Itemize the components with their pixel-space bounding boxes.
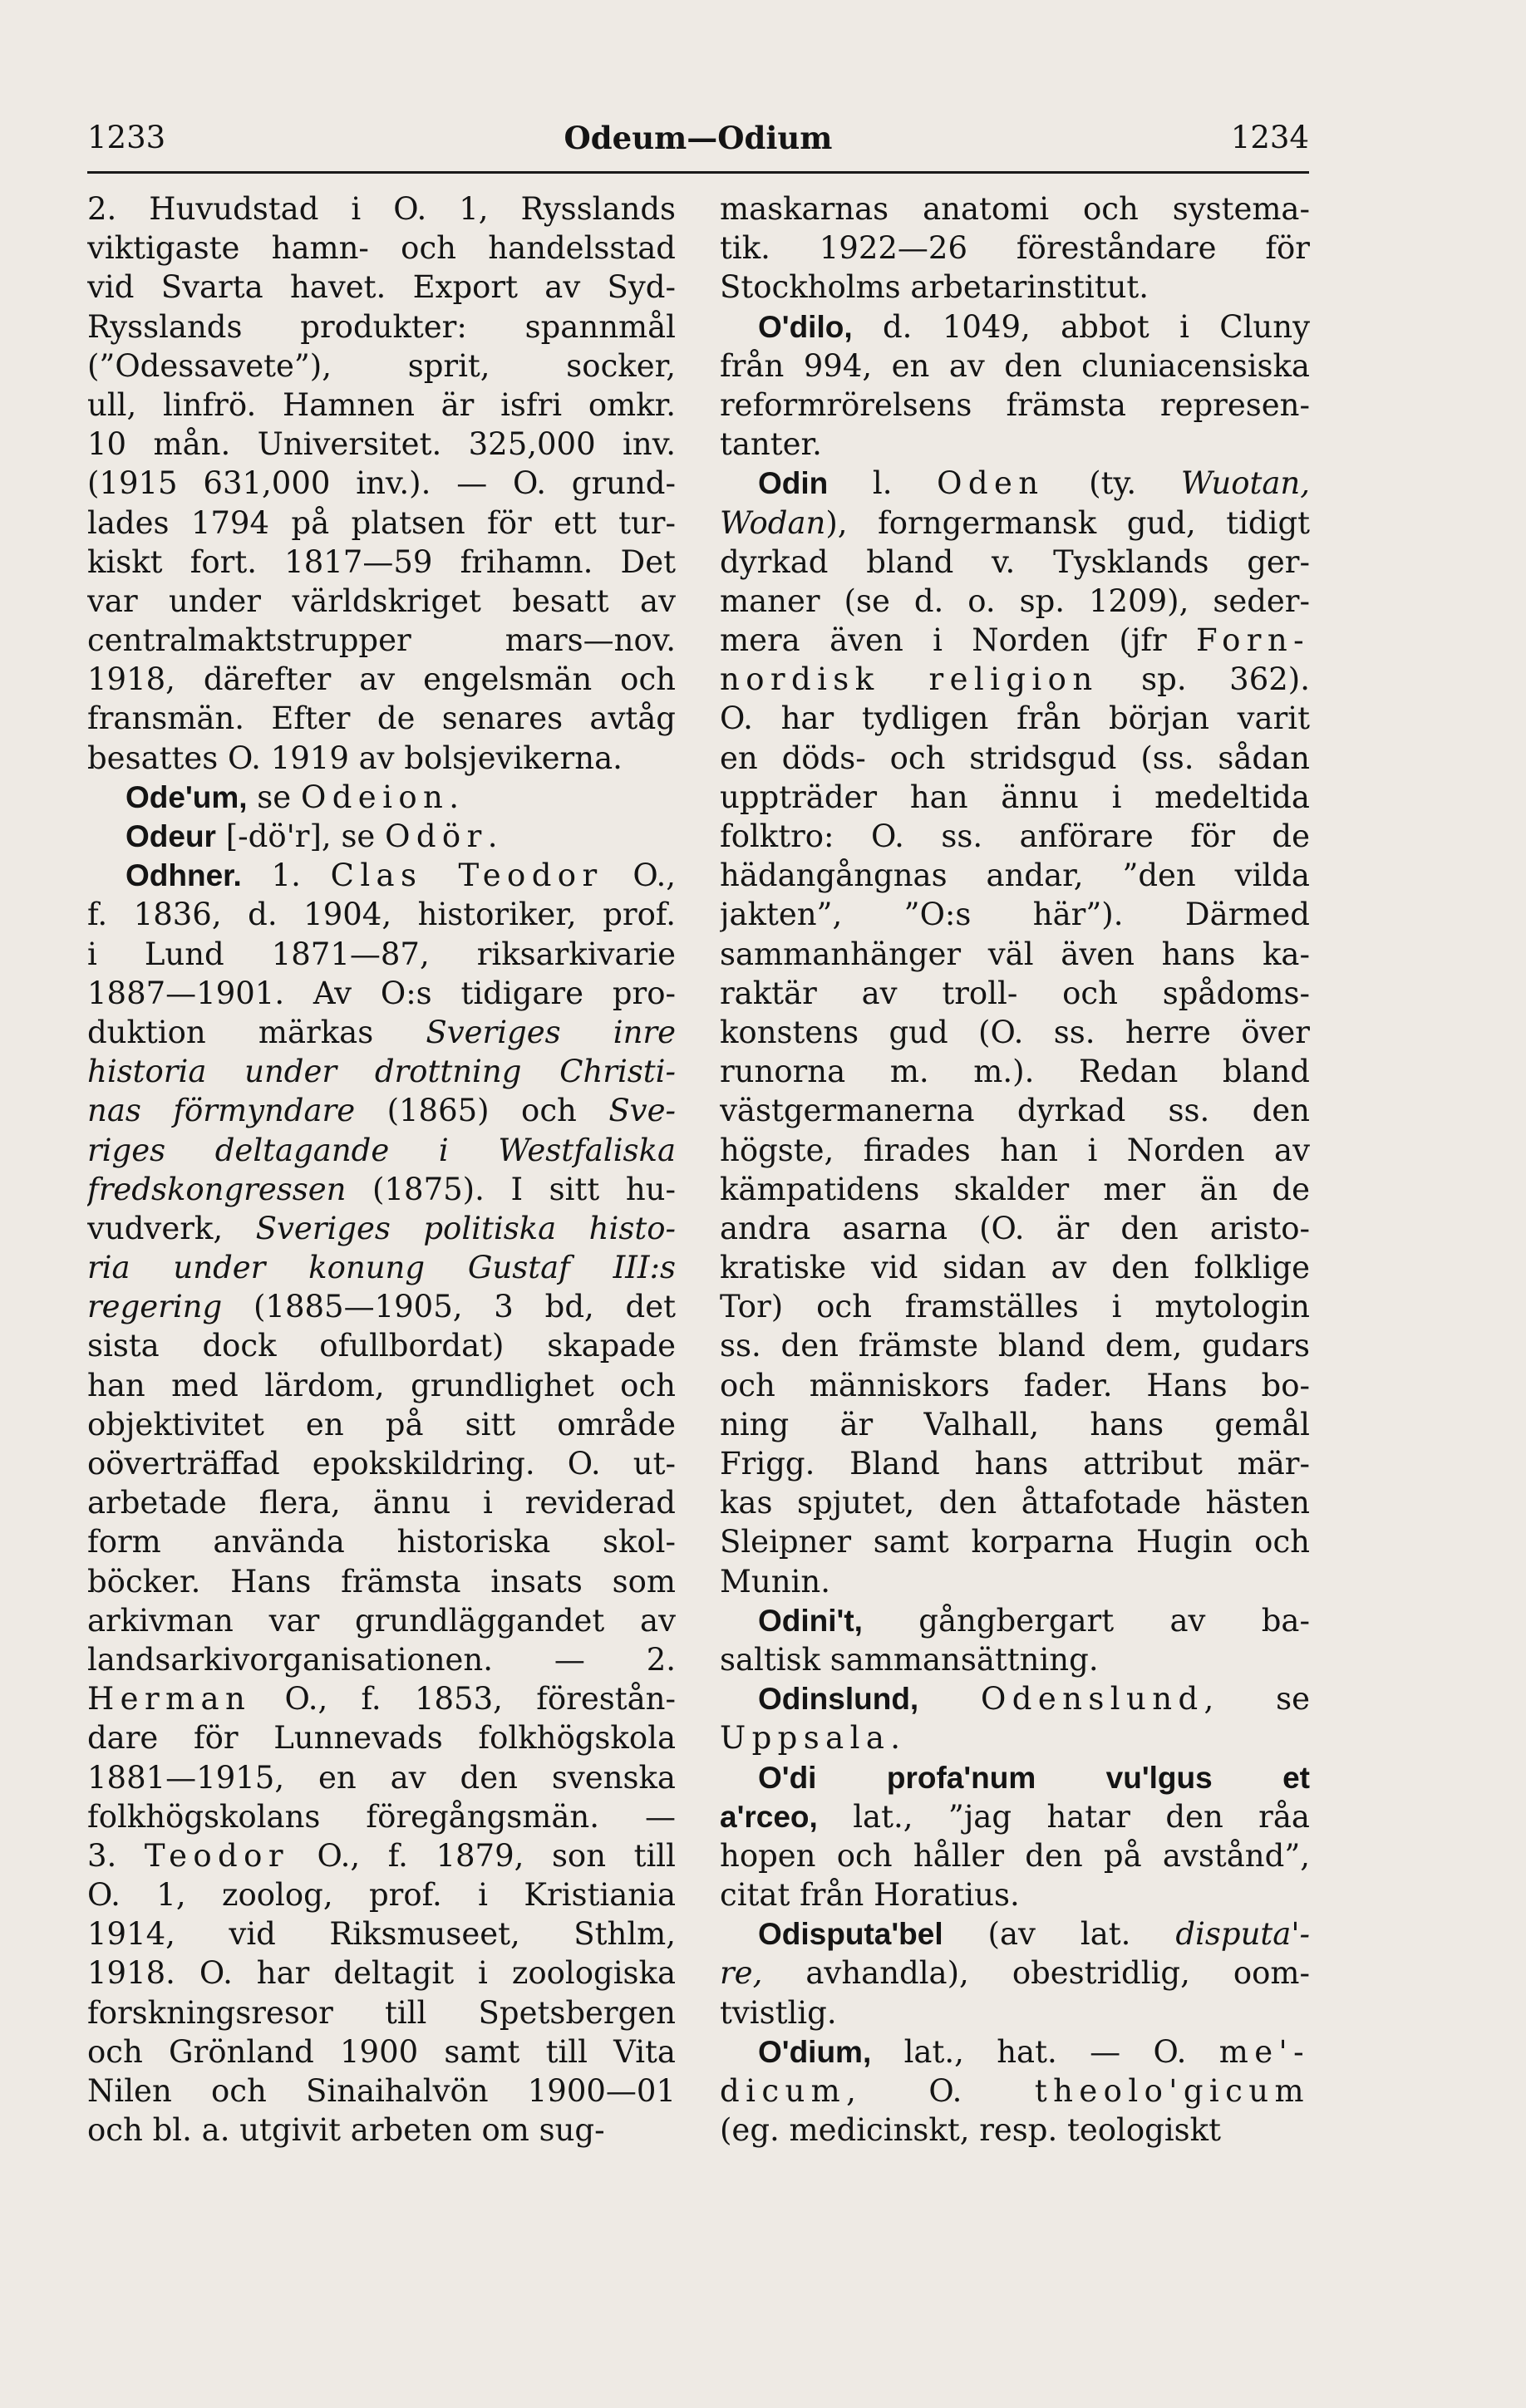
text-segment: Uppsala [720,1720,891,1757]
left-column [87,189,676,2150]
text-segment: dyrkad bland v. Tysklands ger- [720,543,1310,580]
text-line [720,935,1310,974]
text-segment: ss. den främste bland dem, gudars [720,1328,1310,1364]
text-segment: Sveriges politiska histo- [255,1210,676,1246]
text-segment: och människors fader. Hans bo- [720,1367,1310,1403]
text-line [720,346,1310,386]
text-line [720,1405,1310,1444]
text-segment: gångbergart av ba- [862,1602,1310,1639]
text-segment: Sleipner samt korparna Hugin och [720,1524,1310,1560]
text-segment: avhandla), obestridlig, oom- [762,1955,1310,1992]
text-line [87,974,676,1013]
text-segment: 2. Huvudstad i O. 1, Rysslands [87,191,676,227]
text-segment: forskningsresor till Spetsbergen [87,1994,676,2031]
text-segment: Stockholms arbetarinstitut. [720,269,1149,306]
text-line [87,1718,676,1757]
text-line [87,935,676,974]
text-line [720,974,1310,1013]
text-line [87,739,676,778]
text-segment: oöverträffad epokskildring. O. ut- [87,1446,676,1482]
text-line [720,1444,1310,1483]
text-line [720,1679,1310,1718]
text-segment: nas förmyndare [87,1093,356,1129]
text-segment: (ty. [1044,465,1181,502]
entry-headword: O'di profa'num vu'lgus et [758,1760,1310,1795]
text-segment: folkhögskolans föregångsmän. — [87,1798,676,1835]
text-line [87,1405,676,1444]
text-segment: hopen och håller den på avstånd”, [720,1837,1310,1874]
entry-headword: Odin [758,466,829,501]
text-line [87,856,676,895]
text-segment [918,1681,981,1717]
text-segment: besattes O. 1919 av bolsjevikerna. [87,740,623,776]
text-line [87,817,676,856]
text-line [720,1091,1310,1130]
text-segment: ull, linfrö. Hamnen är isfri omkr. [87,386,676,423]
text-segment: (1875). I sitt hu- [346,1171,676,1207]
text-line [720,1836,1310,1875]
text-line [720,2111,1310,2150]
text-line [87,1209,676,1248]
text-segment: mera även i Norden (jfr [720,622,1197,659]
text-line [720,1366,1310,1405]
text-segment: viktigaste hamn- och handelsstad [87,230,676,267]
text-segment: Forn- [1196,622,1310,659]
text-segment: Frigg. Bland hans attribut mär- [720,1446,1310,1482]
text-line [720,2032,1310,2071]
text-segment: ), forngermansk gud, tidigt [825,504,1310,541]
text-line [720,1052,1310,1091]
text-line [720,1640,1310,1679]
text-segment: sammanhänger väl även hans ka- [720,936,1310,972]
text-segment: fredskongressen [87,1171,347,1207]
text-line [87,307,676,346]
text-segment: i Lund 1871—87, riksarkivarie [87,936,676,972]
text-segment: uppträder han ännu i medeltida [720,779,1310,815]
text-line [87,1483,676,1522]
text-segment: lat., ”jag hatar den råa [817,1798,1310,1835]
text-segment: dare för Lunnevads folkhögskola [87,1720,676,1757]
text-segment: reformrörelsens främsta represen- [720,386,1310,423]
text-segment: han med lärdom, grundlighet och [87,1367,676,1403]
text-segment: arbetade flera, ännu i reviderad [87,1485,676,1521]
entry-headword: Odini't, [758,1603,863,1638]
text-segment: jakten”, ”O:s här”). Därmed [720,897,1310,933]
text-line [87,778,676,817]
text-segment: vid Svarta havet. Export av Syd- [87,269,676,306]
text-segment: Nilen och Sinaihalvön 1900—01 [87,2073,676,2109]
text-line [87,1287,676,1326]
text-segment: vudverk, [87,1210,256,1246]
text-line [87,1562,676,1601]
text-line [87,2071,676,2111]
text-segment: (av lat. [943,1916,1176,1953]
text-segment: O. har tydligen från början varit [720,700,1310,737]
text-segment: centralmaktstrupper mars—nov. [87,622,676,659]
text-line [720,543,1310,582]
text-line [87,1444,676,1483]
text-segment: ning är Valhall, hans gemål [720,1406,1310,1442]
text-line [720,621,1310,660]
text-line [87,504,676,543]
text-segment: O., f. 1853, förestån- [251,1681,676,1718]
text-line [87,2111,676,2150]
text-segment: , O. [846,2073,1035,2109]
text-line [720,582,1310,621]
text-line [720,1248,1310,1287]
text-line [87,1248,676,1287]
text-line [720,1562,1310,1601]
text-segment: Wodan [720,504,826,541]
text-line [720,386,1310,425]
text-line [87,1013,676,1052]
text-segment: historia under drottning Christi- [87,1054,676,1090]
text-segment: maskarnas anatomi och systema- [720,191,1310,227]
text-line [720,1326,1310,1365]
text-line [720,660,1310,699]
text-segment: 1918. O. har deltagit i zoologiska [87,1955,676,1992]
text-segment: (”Odessavete”), sprit, socker, [87,347,676,384]
text-line [87,1993,676,2032]
text-segment: folktro: O. ss. anförare för de [720,818,1310,854]
text-segment: tanter. [720,426,822,463]
text-line [87,1758,676,1797]
text-line [720,425,1310,464]
text-line [87,1366,676,1405]
text-line [720,895,1310,934]
text-segment: re, [720,1955,763,1992]
text-segment: (1865) och [355,1093,609,1129]
text-line [87,346,676,386]
text-segment: en döds- och stridsgud (ss. sådan [720,740,1310,776]
text-segment: och Grönland 1900 samt till Vita [87,2033,676,2070]
text-segment: 10 mån. Universitet. 325,000 inv. [87,426,676,463]
text-line [720,1013,1310,1052]
text-segment: 1918, därefter av engelsmän och [87,661,676,698]
text-segment: Odör [385,818,488,854]
text-segment: regering [87,1289,223,1325]
running-title: Odeum—Odium [564,120,833,156]
entry-headword: Odhner. [126,858,242,893]
text-segment: riges deltagande i Westfaliska [87,1132,676,1168]
text-line [720,739,1310,778]
text-segment: . [487,818,498,854]
page-number-left: 1233 [87,120,166,155]
text-segment: och bl. a. utgivit arbeten om sug- [87,2112,605,2149]
text-segment: Tor) och framställes i mytologin [720,1289,1310,1325]
text-segment: ria under konung Gustaf III:s [87,1250,676,1286]
text-segment: Wuotan, [1180,465,1310,502]
text-segment: Herman [87,1681,252,1718]
text-segment: Clas Teodor [330,858,603,894]
text-segment: l. [828,465,938,502]
entry-headword: O'dilo, [758,309,853,344]
text-segment: Sveriges inre [426,1014,676,1050]
text-line [87,464,676,503]
text-line [720,1993,1310,2032]
text-segment: kratiske vid sidan av den folklige [720,1250,1310,1286]
text-segment: . [449,779,459,815]
text-segment: lat., hat. — O. [871,2033,1219,2070]
text-line [87,229,676,268]
text-segment: d. 1049, abbot i Cluny [852,308,1310,345]
text-segment: var under världskriget besatt av [87,582,676,619]
entry-headword: a'rceo, [720,1799,818,1834]
text-segment: dicum [720,2073,847,2109]
text-segment: tik. 1922—26 föreståndare för [720,230,1310,267]
text-segment: 1887—1901. Av O:s tidigare pro- [87,975,676,1011]
text-segment: västgermanerna dyrkad ss. den [720,1093,1310,1129]
text-segment: disputa'- [1175,1916,1310,1953]
text-segment: fransmän. Efter de senares avtåg [87,700,676,737]
text-line [87,1914,676,1953]
text-segment: . [890,1720,901,1757]
text-line [720,699,1310,738]
text-line [87,1679,676,1718]
text-line [720,1170,1310,1209]
text-segment: 3. [87,1837,145,1874]
text-segment: runorna m. m.). Redan bland [720,1054,1310,1090]
text-segment: theolo'gicum [1034,2073,1310,2109]
text-segment: 1881—1915, en av den svenska [87,1759,676,1796]
text-line [87,1131,676,1170]
text-segment: (1915 631,000 inv.). — O. grund- [87,465,676,502]
text-line [720,1483,1310,1522]
text-segment: konstens gud (O. ss. herre över [720,1014,1310,1050]
text-line [720,307,1310,346]
text-segment: från 994, en av den cluniacensiska [720,347,1310,384]
text-line [720,2071,1310,2111]
text-segment: Munin. [720,1563,830,1600]
text-line [720,1287,1310,1326]
header-rule [87,171,1309,174]
text-segment: Oden [937,465,1045,502]
text-line [720,856,1310,895]
text-line [720,1953,1310,1993]
entry-headword: O'dium, [758,2034,872,2069]
right-column [720,189,1310,2150]
text-segment: duktion märkas [87,1014,426,1050]
text-segment: Odeion [300,779,450,815]
text-segment: kas spjutet, den åttafotade hästen [720,1485,1310,1521]
text-segment: tvistlig. [720,1994,837,2031]
text-segment: kiskt fort. 1817—59 frihamn. Det [87,543,676,580]
text-line [87,1836,676,1875]
text-line [720,229,1310,268]
text-segment: O., [603,858,676,894]
text-line [720,817,1310,856]
text-line [720,778,1310,817]
text-segment: (eg. medicinskt, resp. teologiskt [720,2112,1221,2149]
text-line [87,425,676,464]
text-segment: hädangångnas andar, ”den vilda [720,858,1310,894]
text-line [87,1522,676,1561]
text-segment: Odenslund [981,1681,1204,1718]
text-line [87,1170,676,1209]
text-line [87,699,676,738]
text-line [87,895,676,934]
text-line [87,268,676,307]
text-line [720,1601,1310,1640]
entry-headword: Ode'um, [126,779,248,814]
text-line [720,1914,1310,1953]
text-line [720,1797,1310,1836]
text-segment: böcker. Hans främsta insats som [87,1563,676,1600]
text-segment: lades 1794 på platsen för ett tur- [87,504,676,541]
text-line [87,660,676,699]
text-segment: högste, firades han i Norden av [720,1132,1310,1168]
text-line [720,1131,1310,1170]
text-segment: andra asarna (O. är den aristo- [720,1210,1310,1246]
text-segment: sp. 362). [1098,661,1310,698]
text-segment: sista dock ofullbordat) skapade [87,1328,676,1364]
text-line [720,464,1310,503]
text-line [87,189,676,229]
text-segment: nordisk religion [720,661,1099,698]
entry-headword: Odeur [126,819,216,853]
page-header [87,115,1309,161]
text-line [87,1953,676,1993]
text-segment: kämpatidens skalder mer än de [720,1171,1310,1207]
text-line [87,1640,676,1679]
page-number-right: 1234 [1230,120,1309,155]
entry-headword: Odisputa'bel [758,1917,943,1952]
text-segment: 1914, vid Riksmuseet, Sthlm, [87,1916,676,1953]
text-line [720,268,1310,307]
text-line [720,1209,1310,1248]
text-segment: (1885—1905, 3 bd, det [222,1289,676,1325]
text-line [87,386,676,425]
text-line [87,1052,676,1091]
text-line [87,582,676,621]
text-segment: raktär av troll- och spådoms- [720,975,1310,1011]
text-segment: objektivitet en på sitt område [87,1406,676,1442]
text-line [87,2032,676,2071]
text-line [87,1875,676,1914]
text-line [87,1326,676,1365]
text-segment: Sve- [608,1093,676,1129]
text-segment: 1. [241,858,331,894]
text-segment: maner (se d. o. sp. 1209), seder- [720,582,1310,619]
text-segment: citat från Horatius. [720,1877,1020,1914]
text-line [720,189,1310,229]
text-line [720,1522,1310,1561]
text-segment: landsarkivorganisationen. — 2. [87,1641,676,1678]
text-segment: arkivman var grundläggandet av [87,1602,676,1639]
text-segment: me'- [1218,2033,1310,2070]
text-line [87,1797,676,1836]
text-segment: se [247,779,301,815]
text-line [720,1758,1310,1797]
text-line [720,1718,1310,1757]
text-line [87,621,676,660]
text-segment: Teodor [144,1837,289,1874]
text-line [87,1601,676,1640]
text-segment: saltisk sammansättning. [720,1641,1099,1678]
text-segment: Rysslands produkter: spannmål [87,308,676,345]
text-line [87,1091,676,1130]
text-line [87,543,676,582]
text-segment: form använda historiska skol- [87,1524,676,1560]
text-segment: O., f. 1879, son till [288,1837,676,1874]
text-segment: O. 1, zoolog, prof. i Kristiania [87,1877,676,1914]
text-segment: f. 1836, d. 1904, historiker, prof. [87,897,676,933]
text-segment: , se [1204,1681,1310,1718]
text-line [720,1875,1310,1914]
entry-headword: Odinslund, [758,1682,919,1717]
text-line [720,504,1310,543]
text-segment: [-dö'r], se [215,818,386,854]
